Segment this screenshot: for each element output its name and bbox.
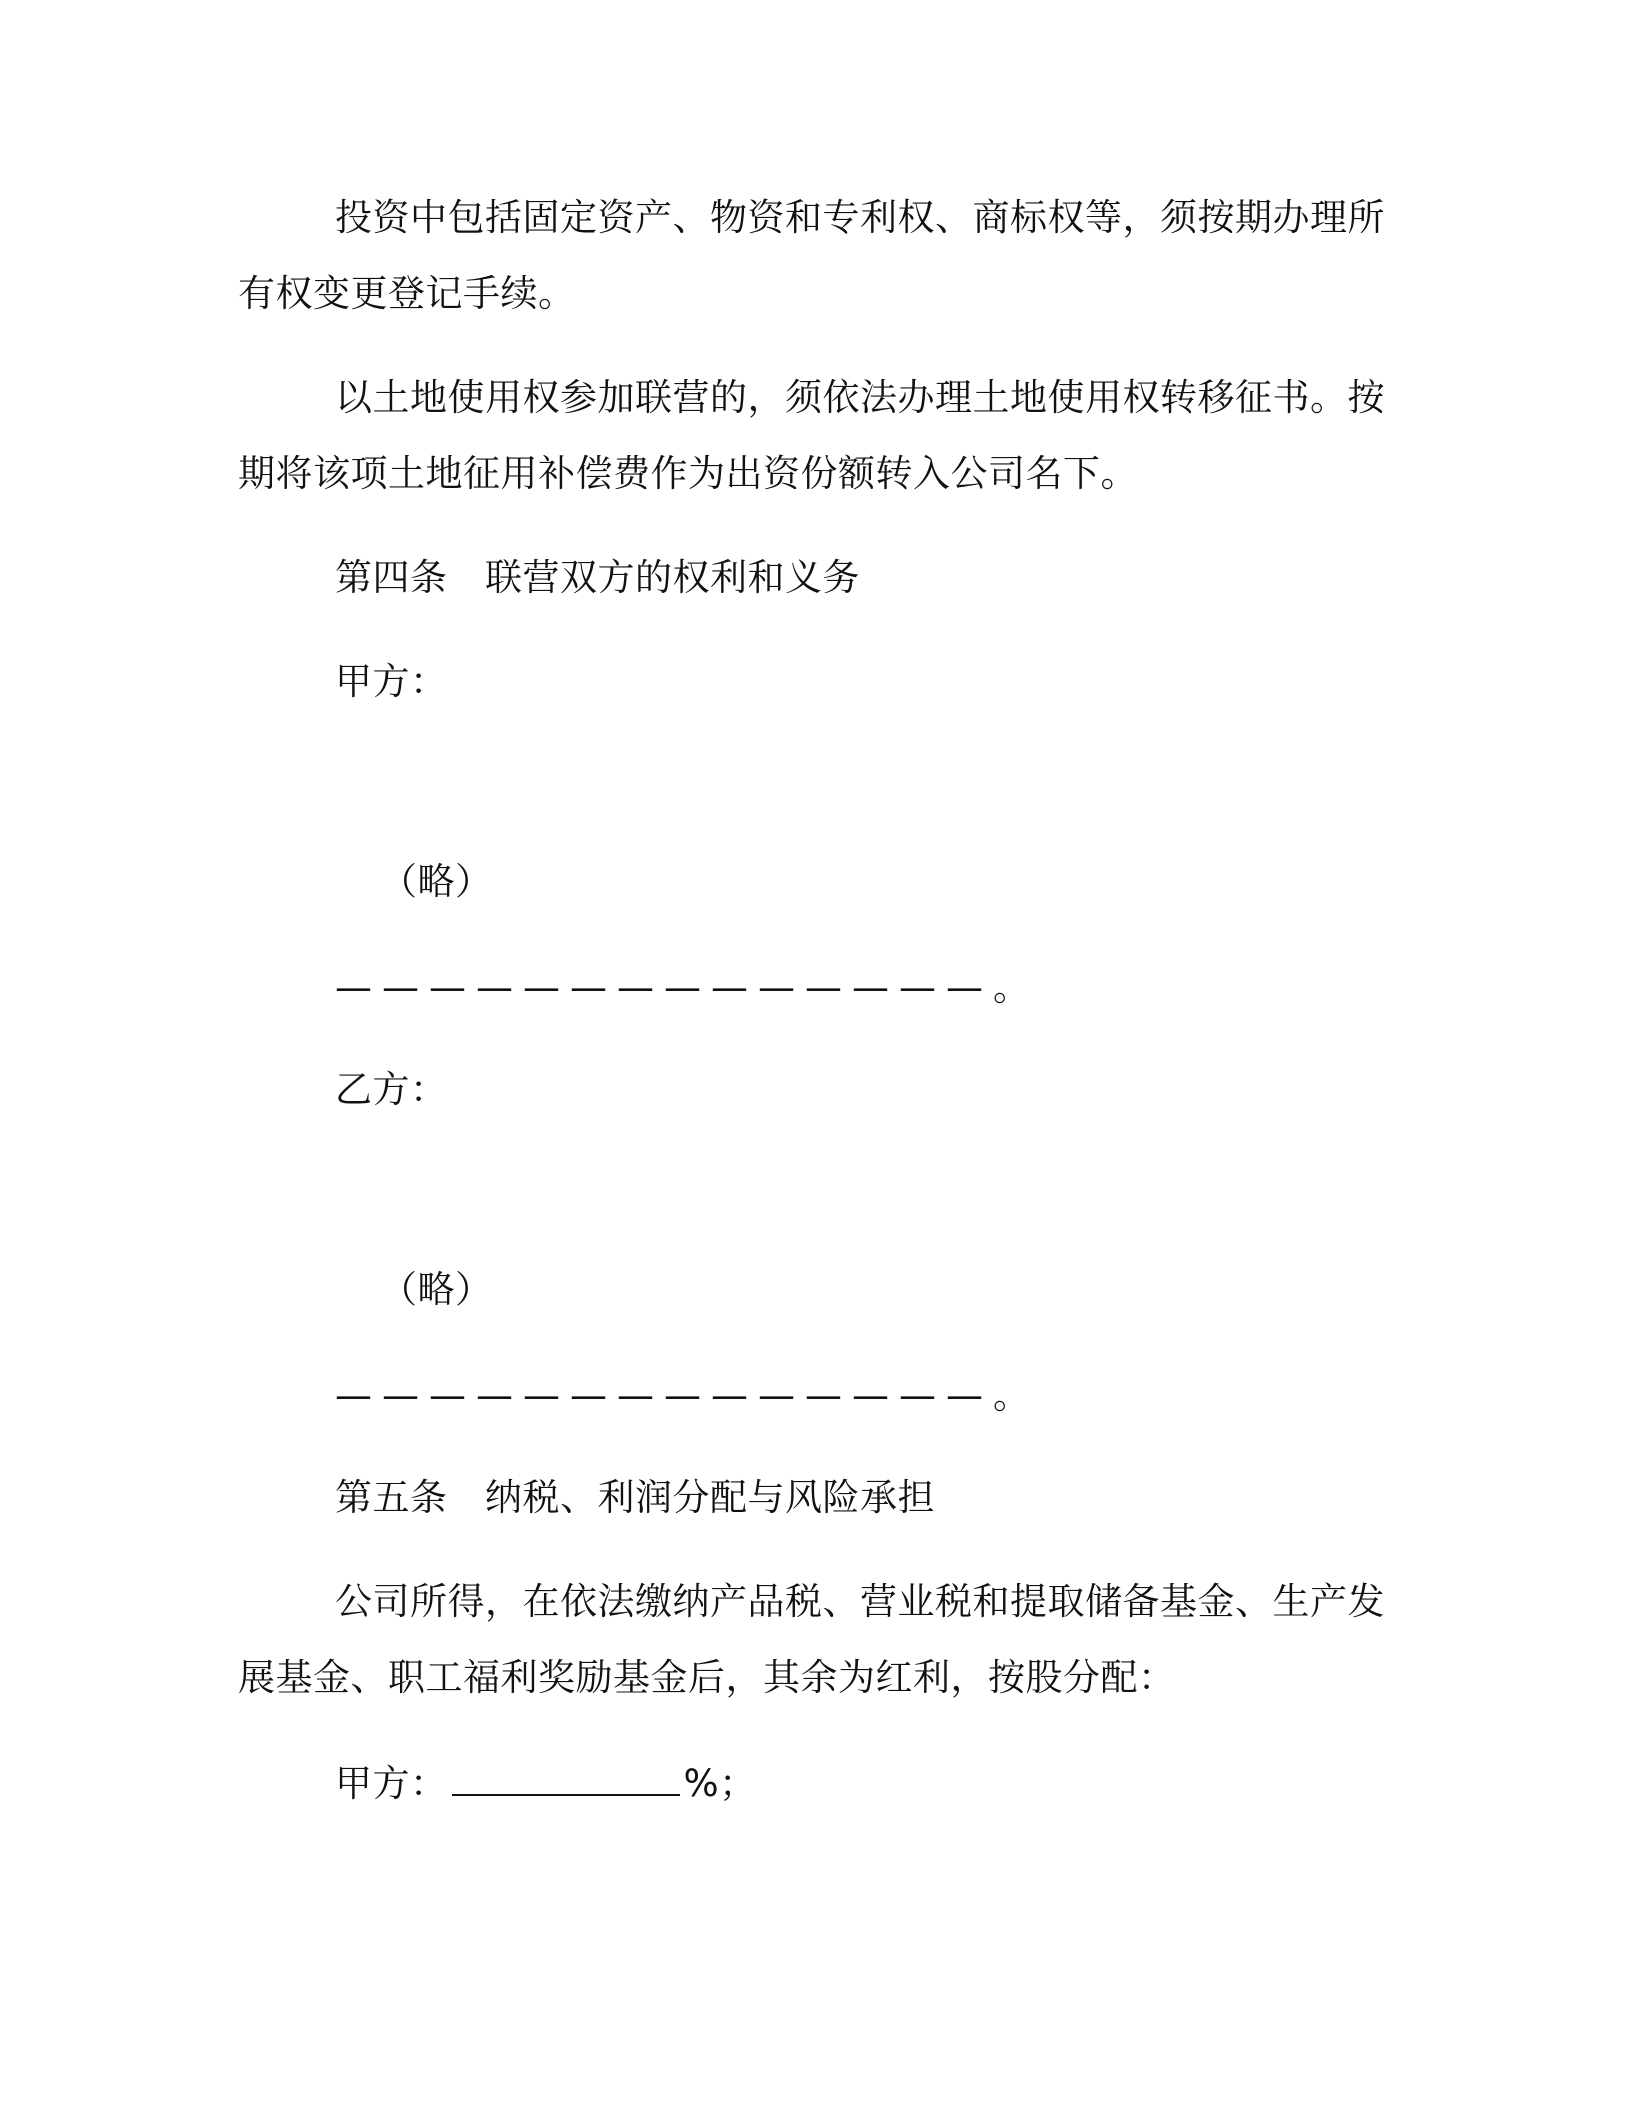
omitted-note: （略） [380, 860, 493, 903]
article-heading: 第五条 纳税、利润分配与风险承担 [335, 1476, 935, 1519]
omitted-note: （略） [380, 1268, 493, 1311]
paragraph-line: 展基金、职工福利奖励基金后，其余为红利，按股分配： [238, 1656, 1176, 1699]
party-b-label: 乙方： [335, 1068, 448, 1111]
party-a-label: 甲方： [335, 660, 448, 703]
share-line [335, 1760, 757, 1806]
percentage-blank [452, 1760, 680, 1796]
dash-line: ——————————————。 [335, 966, 1040, 1009]
paragraph-line: 公司所得，在依法缴纳产品税、营业税和提取储备基金、生产发 [335, 1580, 1385, 1623]
share-a-label: 甲方： [335, 1762, 448, 1805]
share-a-suffix: %； [683, 1762, 757, 1805]
article-heading: 第四条 联营双方的权利和义务 [335, 556, 860, 599]
dash-line: ——————————————。 [335, 1374, 1040, 1417]
paragraph-line: 投资中包括固定资产、物资和专利权、商标权等，须按期办理所 [335, 196, 1385, 239]
paragraph-line: 有权变更登记手续。 [238, 272, 576, 315]
paragraph-line: 期将该项土地征用补偿费作为出资份额转入公司名下。 [238, 452, 1138, 495]
paragraph-line: 以土地使用权参加联营的，须依法办理土地使用权转移征书。按 [335, 376, 1385, 419]
